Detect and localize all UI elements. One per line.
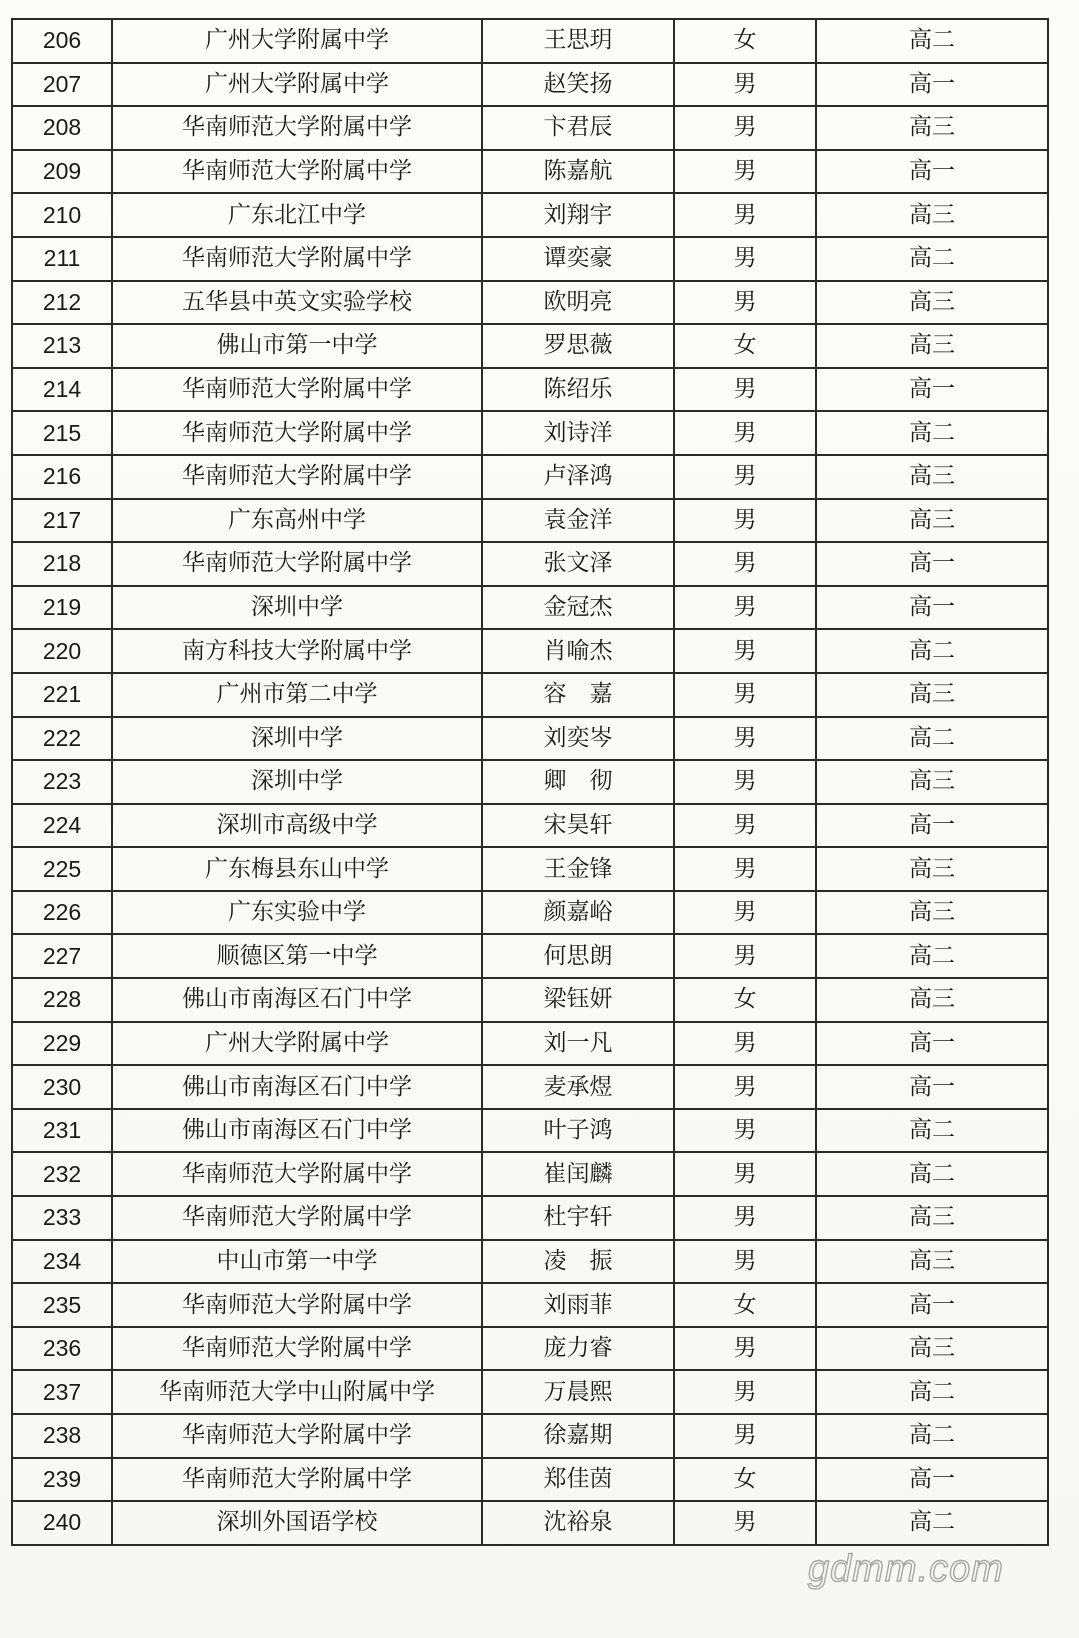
grade-cell: 高三 — [816, 499, 1048, 543]
student-name-cell: 赵笑扬 — [482, 63, 674, 107]
student-name-cell: 宋昊轩 — [482, 804, 674, 848]
gender-cell: 男 — [674, 411, 816, 455]
gender-cell: 男 — [674, 629, 816, 673]
gender-cell: 男 — [674, 760, 816, 804]
school-cell: 佛山市南海区石门中学 — [112, 1065, 482, 1109]
school-cell: 华南师范大学附属中学 — [112, 1458, 482, 1502]
row-number: 230 — [12, 1065, 112, 1109]
roster-body — [12, 19, 1048, 1545]
school-cell: 五华县中英文实验学校 — [112, 281, 482, 325]
school-cell: 广州市第二中学 — [112, 673, 482, 717]
school-cell: 华南师范大学附属中学 — [112, 1327, 482, 1371]
table-row — [12, 324, 1048, 368]
row-number: 214 — [12, 368, 112, 412]
grade-cell: 高一 — [816, 1458, 1048, 1502]
row-number: 223 — [12, 760, 112, 804]
student-name-cell: 陈绍乐 — [482, 368, 674, 412]
school-cell: 广东高州中学 — [112, 499, 482, 543]
grade-cell: 高三 — [816, 760, 1048, 804]
student-name-cell: 麦承煜 — [482, 1065, 674, 1109]
student-name-cell: 刘雨菲 — [482, 1283, 674, 1327]
gender-cell: 男 — [674, 1196, 816, 1240]
table-row — [12, 1458, 1048, 1502]
school-cell: 深圳中学 — [112, 717, 482, 761]
student-name-cell: 崔闰麟 — [482, 1152, 674, 1196]
school-cell: 华南师范大学中山附属中学 — [112, 1370, 482, 1414]
row-number: 240 — [12, 1501, 112, 1545]
grade-cell: 高三 — [816, 281, 1048, 325]
table-row — [12, 1196, 1048, 1240]
table-row — [12, 760, 1048, 804]
school-cell: 深圳外国语学校 — [112, 1501, 482, 1545]
student-name-cell: 谭奕豪 — [482, 237, 674, 281]
table-row — [12, 368, 1048, 412]
table-row — [12, 542, 1048, 586]
grade-cell: 高一 — [816, 63, 1048, 107]
gender-cell: 男 — [674, 542, 816, 586]
table-row — [12, 106, 1048, 150]
school-cell: 华南师范大学附属中学 — [112, 1283, 482, 1327]
row-number: 239 — [12, 1458, 112, 1502]
school-cell: 华南师范大学附属中学 — [112, 1152, 482, 1196]
gender-cell: 男 — [674, 281, 816, 325]
row-number: 211 — [12, 237, 112, 281]
school-cell: 广东实验中学 — [112, 891, 482, 935]
gender-cell: 男 — [674, 150, 816, 194]
grade-cell: 高一 — [816, 1283, 1048, 1327]
student-name-cell: 颜嘉峪 — [482, 891, 674, 935]
table-row — [12, 1283, 1048, 1327]
gender-cell: 男 — [674, 673, 816, 717]
school-cell: 华南师范大学附属中学 — [112, 542, 482, 586]
row-number: 210 — [12, 193, 112, 237]
student-name-cell: 卢泽鸿 — [482, 455, 674, 499]
student-name-cell: 欧明亮 — [482, 281, 674, 325]
school-cell: 深圳中学 — [112, 760, 482, 804]
site-watermark: gdmm.com — [808, 1548, 1004, 1590]
gender-cell: 男 — [674, 368, 816, 412]
grade-cell: 高三 — [816, 891, 1048, 935]
grade-cell: 高三 — [816, 1327, 1048, 1371]
row-number: 206 — [12, 19, 112, 63]
gender-cell: 男 — [674, 1370, 816, 1414]
grade-cell: 高三 — [816, 1240, 1048, 1284]
student-name-cell: 郑佳茵 — [482, 1458, 674, 1502]
row-number: 222 — [12, 717, 112, 761]
gender-cell: 男 — [674, 455, 816, 499]
gender-cell: 男 — [674, 1240, 816, 1284]
table-row — [12, 717, 1048, 761]
row-number: 235 — [12, 1283, 112, 1327]
school-cell: 广东梅县东山中学 — [112, 847, 482, 891]
grade-cell: 高三 — [816, 847, 1048, 891]
gender-cell: 男 — [674, 1065, 816, 1109]
row-number: 236 — [12, 1327, 112, 1371]
student-name-cell: 王金锋 — [482, 847, 674, 891]
table-row — [12, 63, 1048, 107]
gender-cell: 男 — [674, 499, 816, 543]
table-row — [12, 150, 1048, 194]
student-name-cell: 凌 振 — [482, 1240, 674, 1284]
table-row — [12, 1501, 1048, 1545]
grade-cell: 高三 — [816, 1196, 1048, 1240]
student-name-cell: 张文泽 — [482, 542, 674, 586]
row-number: 215 — [12, 411, 112, 455]
row-number: 221 — [12, 673, 112, 717]
school-cell: 深圳中学 — [112, 586, 482, 630]
row-number: 209 — [12, 150, 112, 194]
student-name-cell: 梁钰妍 — [482, 978, 674, 1022]
student-name-cell: 刘一凡 — [482, 1022, 674, 1066]
student-name-cell: 金冠杰 — [482, 586, 674, 630]
school-cell: 华南师范大学附属中学 — [112, 455, 482, 499]
gender-cell: 男 — [674, 1022, 816, 1066]
table-row — [12, 1414, 1048, 1458]
row-number: 219 — [12, 586, 112, 630]
grade-cell: 高二 — [816, 1414, 1048, 1458]
grade-cell: 高二 — [816, 19, 1048, 63]
grade-cell: 高三 — [816, 455, 1048, 499]
grade-cell: 高三 — [816, 193, 1048, 237]
student-name-cell: 袁金洋 — [482, 499, 674, 543]
student-name-cell: 卿 彻 — [482, 760, 674, 804]
school-cell: 广州大学附属中学 — [112, 1022, 482, 1066]
gender-cell: 男 — [674, 193, 816, 237]
row-number: 224 — [12, 804, 112, 848]
row-number: 238 — [12, 1414, 112, 1458]
school-cell: 南方科技大学附属中学 — [112, 629, 482, 673]
table-row — [12, 281, 1048, 325]
student-name-cell: 容 嘉 — [482, 673, 674, 717]
gender-cell: 男 — [674, 1501, 816, 1545]
row-number: 237 — [12, 1370, 112, 1414]
grade-cell: 高一 — [816, 804, 1048, 848]
grade-cell: 高一 — [816, 150, 1048, 194]
student-roster-table — [11, 18, 1049, 1546]
grade-cell: 高三 — [816, 324, 1048, 368]
table-row — [12, 978, 1048, 1022]
table-row — [12, 411, 1048, 455]
row-number: 233 — [12, 1196, 112, 1240]
school-cell: 广州大学附属中学 — [112, 19, 482, 63]
gender-cell: 女 — [674, 1283, 816, 1327]
gender-cell: 女 — [674, 324, 816, 368]
grade-cell: 高三 — [816, 106, 1048, 150]
grade-cell: 高二 — [816, 717, 1048, 761]
grade-cell: 高一 — [816, 1065, 1048, 1109]
table-row — [12, 629, 1048, 673]
student-name-cell: 刘奕岑 — [482, 717, 674, 761]
school-cell: 中山市第一中学 — [112, 1240, 482, 1284]
school-cell: 广州大学附属中学 — [112, 63, 482, 107]
grade-cell: 高二 — [816, 411, 1048, 455]
row-number: 220 — [12, 629, 112, 673]
row-number: 228 — [12, 978, 112, 1022]
student-name-cell: 王思玥 — [482, 19, 674, 63]
row-number: 218 — [12, 542, 112, 586]
grade-cell: 高一 — [816, 1022, 1048, 1066]
grade-cell: 高一 — [816, 586, 1048, 630]
row-number: 217 — [12, 499, 112, 543]
gender-cell: 男 — [674, 1327, 816, 1371]
grade-cell: 高二 — [816, 629, 1048, 673]
gender-cell: 男 — [674, 63, 816, 107]
grade-cell: 高二 — [816, 1501, 1048, 1545]
student-name-cell: 肖喻杰 — [482, 629, 674, 673]
row-number: 231 — [12, 1109, 112, 1153]
gender-cell: 女 — [674, 19, 816, 63]
table-row — [12, 499, 1048, 543]
gender-cell: 女 — [674, 1458, 816, 1502]
student-name-cell: 叶子鸿 — [482, 1109, 674, 1153]
gender-cell: 男 — [674, 934, 816, 978]
grade-cell: 高二 — [816, 934, 1048, 978]
school-cell: 华南师范大学附属中学 — [112, 237, 482, 281]
grade-cell: 高一 — [816, 368, 1048, 412]
school-cell: 佛山市南海区石门中学 — [112, 1109, 482, 1153]
row-number: 216 — [12, 455, 112, 499]
grade-cell: 高二 — [816, 1370, 1048, 1414]
row-number: 232 — [12, 1152, 112, 1196]
grade-cell: 高二 — [816, 237, 1048, 281]
table-row — [12, 586, 1048, 630]
student-name-cell: 徐嘉期 — [482, 1414, 674, 1458]
student-name-cell: 庞力睿 — [482, 1327, 674, 1371]
gender-cell: 男 — [674, 237, 816, 281]
table-row — [12, 19, 1048, 63]
grade-cell: 高三 — [816, 978, 1048, 1022]
row-number: 226 — [12, 891, 112, 935]
table-row — [12, 1327, 1048, 1371]
student-name-cell: 陈嘉航 — [482, 150, 674, 194]
table-row — [12, 673, 1048, 717]
row-number: 207 — [12, 63, 112, 107]
table-row — [12, 1240, 1048, 1284]
gender-cell: 男 — [674, 804, 816, 848]
table-row — [12, 847, 1048, 891]
gender-cell: 男 — [674, 847, 816, 891]
row-number: 212 — [12, 281, 112, 325]
table-row — [12, 934, 1048, 978]
table-row — [12, 1022, 1048, 1066]
gender-cell: 男 — [674, 1414, 816, 1458]
row-number: 234 — [12, 1240, 112, 1284]
table-row — [12, 1109, 1048, 1153]
school-cell: 华南师范大学附属中学 — [112, 368, 482, 412]
row-number: 225 — [12, 847, 112, 891]
grade-cell: 高二 — [816, 1109, 1048, 1153]
table-row — [12, 1065, 1048, 1109]
table-row — [12, 455, 1048, 499]
row-number: 229 — [12, 1022, 112, 1066]
row-number: 227 — [12, 934, 112, 978]
student-name-cell: 杜宇轩 — [482, 1196, 674, 1240]
student-name-cell: 刘诗洋 — [482, 411, 674, 455]
school-cell: 华南师范大学附属中学 — [112, 1414, 482, 1458]
student-name-cell: 何思朗 — [482, 934, 674, 978]
school-cell: 华南师范大学附属中学 — [112, 411, 482, 455]
student-name-cell: 刘翔宇 — [482, 193, 674, 237]
school-cell: 华南师范大学附属中学 — [112, 106, 482, 150]
student-name-cell: 卞君辰 — [482, 106, 674, 150]
table-row — [12, 804, 1048, 848]
gender-cell: 男 — [674, 717, 816, 761]
table-row — [12, 891, 1048, 935]
school-cell: 顺德区第一中学 — [112, 934, 482, 978]
table-row — [12, 193, 1048, 237]
row-number: 208 — [12, 106, 112, 150]
table-row — [12, 1152, 1048, 1196]
gender-cell: 男 — [674, 106, 816, 150]
table-row — [12, 1370, 1048, 1414]
grade-cell: 高三 — [816, 673, 1048, 717]
student-name-cell: 万晨熙 — [482, 1370, 674, 1414]
student-name-cell: 罗思薇 — [482, 324, 674, 368]
school-cell: 深圳市高级中学 — [112, 804, 482, 848]
gender-cell: 男 — [674, 1109, 816, 1153]
school-cell: 华南师范大学附属中学 — [112, 1196, 482, 1240]
grade-cell: 高二 — [816, 1152, 1048, 1196]
gender-cell: 女 — [674, 978, 816, 1022]
gender-cell: 男 — [674, 891, 816, 935]
student-name-cell: 沈裕泉 — [482, 1501, 674, 1545]
school-cell: 广东北江中学 — [112, 193, 482, 237]
gender-cell: 男 — [674, 1152, 816, 1196]
school-cell: 佛山市第一中学 — [112, 324, 482, 368]
school-cell: 华南师范大学附属中学 — [112, 150, 482, 194]
gender-cell: 男 — [674, 586, 816, 630]
table-row — [12, 237, 1048, 281]
row-number: 213 — [12, 324, 112, 368]
grade-cell: 高一 — [816, 542, 1048, 586]
school-cell: 佛山市南海区石门中学 — [112, 978, 482, 1022]
